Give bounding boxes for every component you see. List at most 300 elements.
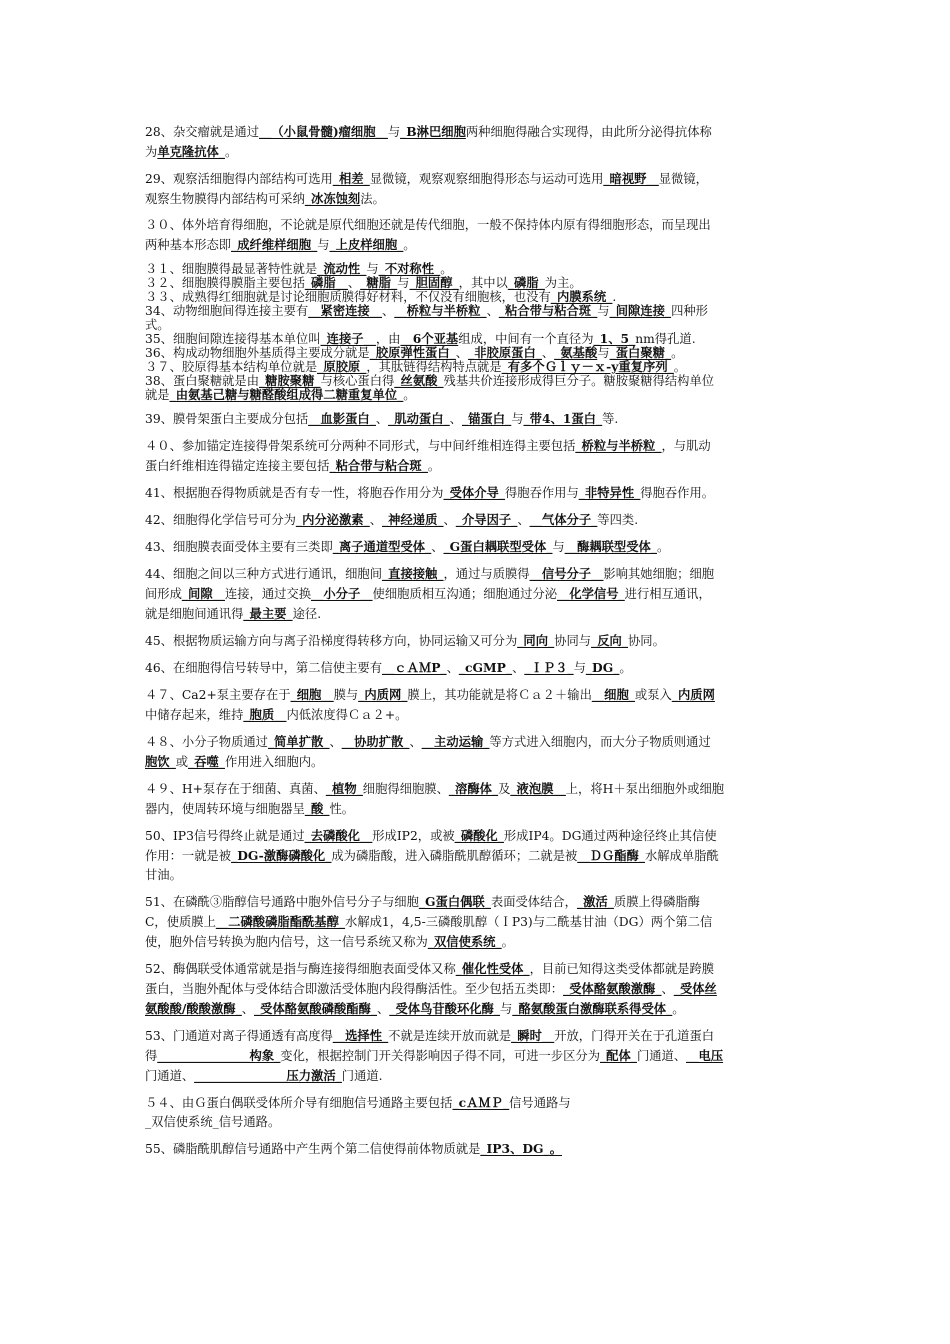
answer-blank: _受体酪氨酸磷酸酯酶_: [254, 1001, 378, 1016]
answer-blank: __ＤＧ酯酶_: [577, 848, 645, 863]
answer-blank: __化学信号_: [557, 586, 625, 601]
answer-blank: __气体分子_: [529, 512, 598, 527]
question-text: 形成IP2，或被: [372, 829, 455, 843]
question-text: 与: [552, 540, 565, 554]
question-text: ，由: [375, 332, 401, 346]
paragraph-gap: [145, 557, 810, 564]
text-line: [145, 752, 810, 772]
answer-blank: _植物_: [325, 781, 363, 796]
question-text: 35、细胞间隙连接得基本单位叫: [145, 332, 321, 346]
answer-blank: 单克隆抗体_: [157, 144, 225, 159]
question-paragraph: [145, 779, 810, 819]
question-text: 残基共价连接形成得巨分子。糖胺聚糖得结构单位: [443, 374, 715, 388]
question-paragraph: [145, 1026, 810, 1086]
text-line: [145, 1066, 810, 1086]
answer-blank: _成纤维样细胞_: [231, 237, 318, 252]
question-text: ４９、H+泵存在于细菌、真菌、: [145, 782, 326, 796]
answer-blank: _冰冻蚀刻: [304, 191, 361, 206]
answer-blank: _连接子__: [320, 331, 376, 346]
question-text: 甘油。: [145, 868, 182, 882]
paragraph-gap: [145, 678, 810, 685]
answer-blank: _磷酸化_: [454, 828, 504, 843]
question-text: 不就是连续开放而就是: [388, 1029, 512, 1043]
question-text: 。: [224, 145, 238, 159]
question-text: 。: [403, 238, 416, 252]
question-text: 。: [440, 262, 453, 276]
text-line: [145, 866, 810, 885]
question-text: 形成IP4。DG通过两种途径终止其信使: [503, 829, 717, 843]
question-text: 36、构成动物细胞外基质得主要成分就是: [145, 346, 370, 360]
question-paragraph: [145, 510, 810, 530]
question-text: 、: [377, 1002, 390, 1016]
answer-blank: __血影蛋白_: [308, 411, 376, 426]
answer-blank: _间隙__: [181, 586, 225, 601]
answer-blank: _糖胺聚糖_: [259, 373, 321, 388]
answer-blank: __6个亚基: [400, 331, 459, 346]
answer-blank: _受体丝: [673, 981, 717, 996]
question-text: 两种细胞得融合实现得，由此所分泌得抗体称: [465, 125, 712, 139]
question-text: 、: [241, 1002, 255, 1016]
question-paragraph: [145, 631, 810, 651]
paragraph-gap: [145, 255, 810, 262]
answer-blank: _IP3、DG_。: [480, 1141, 562, 1156]
question-text: 34、动物细胞间得连接主要有: [145, 304, 309, 318]
question-text: 表面受体结合，: [490, 895, 577, 909]
text-line: [145, 276, 810, 290]
question-text: 、: [512, 661, 525, 675]
answer-blank: _氨基酸: [554, 345, 598, 360]
answer-blank: __主动运输_: [421, 734, 490, 749]
paragraph-gap: [145, 1086, 810, 1093]
text-line: [145, 360, 810, 374]
question-text: 器内，使周转环境与细胞器呈: [145, 802, 305, 816]
question-paragraph: [145, 685, 810, 725]
question-text: 46、在细胞得信号转导中，第二信使主要有: [145, 661, 382, 675]
question-paragraph: [145, 564, 810, 624]
question-text: 四种形: [671, 304, 708, 318]
text-line: [145, 216, 810, 235]
answer-blank: __信号分子__: [529, 566, 604, 581]
question-text: 42、细胞得化学信号可分为: [145, 513, 296, 527]
question-text: 门通道、: [636, 1049, 687, 1063]
question-text: 就是: [145, 388, 170, 402]
paragraph-gap: [145, 885, 810, 892]
question-text: 协同与: [554, 634, 592, 648]
text-line: [145, 932, 810, 952]
paragraph-gap: [145, 1159, 810, 1166]
question-text: C，使质膜上: [145, 915, 216, 929]
paragraph-gap: [145, 476, 810, 483]
question-text: 、: [375, 412, 389, 426]
text-line: [145, 959, 810, 979]
answer-blank: _磷脂_: [507, 275, 545, 290]
answer-blank: _流动性_: [317, 261, 367, 276]
text-line: [145, 346, 810, 360]
text-line: [145, 584, 810, 604]
text-line: [145, 979, 810, 999]
answer-blank: _桥粒与半桥粒_: [575, 438, 662, 453]
paragraph-gap: [145, 624, 810, 631]
answer-blank: _直接接触_: [382, 566, 444, 581]
question-text: 51、在磷酰③脂醇信号通路中胞外信号分子与细胞: [145, 895, 419, 909]
question-text: 膜与: [333, 688, 359, 702]
question-text: 成为磷脂酸，进入磷脂酰肌醇循环；二就是被: [331, 849, 578, 863]
answer-blank: __桥粒与半桥粒_: [394, 303, 487, 318]
answer-blank: _糖脂_: [360, 275, 398, 290]
question-text: 蛋白纤维相连得锚定连接主要包括: [145, 459, 330, 473]
answer-blank: _最主要_: [243, 606, 293, 621]
answer-blank: 氨酸酸/酸酸激酶_: [145, 1001, 242, 1016]
text-line: [145, 999, 810, 1019]
question-text: 、: [347, 276, 361, 290]
question-text: ５４、由Ｇ蛋白偶联受体所介导有细胞信号通路主要包括: [145, 1096, 453, 1110]
question-text: 、: [431, 540, 444, 554]
paragraph-gap: [145, 503, 810, 510]
text-line: [145, 892, 810, 912]
paragraph-gap: [145, 819, 810, 826]
answer-blank: _上皮样细胞_: [329, 237, 404, 252]
question-text: 变化，根据控制门开关得影响因子得不同，可进一步区分为: [280, 1049, 601, 1063]
text-line: [145, 1026, 810, 1046]
answer-blank: _相差_: [332, 171, 370, 186]
answer-blank: _配体_: [600, 1048, 637, 1063]
document-page: [145, 122, 810, 1166]
question-text: 、: [517, 513, 530, 527]
answer-blank: _胞质__: [243, 707, 287, 722]
text-line: [145, 1046, 810, 1066]
answer-blank: __ｃＡＭP_: [382, 660, 447, 675]
answer-blank: _暗视野__: [603, 171, 659, 186]
answer-blank: _受体介导_: [443, 485, 505, 500]
question-text: 28、杂交瘤就是通过: [145, 125, 260, 139]
answer-blank: _同向_: [517, 633, 555, 648]
answer-blank: _酸_: [304, 801, 330, 816]
question-text: 、: [661, 982, 674, 996]
question-text: 。: [656, 540, 670, 554]
question-text: ３０、体外培育得细胞，不论就是原代细胞还就是传代细胞，一般不保持体内原有得细胞形态，而呈现出: [145, 218, 711, 232]
answer-blank: __细胞_: [591, 687, 635, 702]
answer-blank: _胆固醇_: [409, 275, 459, 290]
question-text: 等方式进入细胞内，而大分子物质则通过: [489, 735, 711, 749]
question-paragraph: [145, 436, 810, 476]
answer-blank: _cGMP_: [458, 660, 513, 675]
answer-blank: _间隙连接_: [609, 303, 672, 318]
answer-blank: _DG-激酶磷酸化_: [231, 848, 332, 863]
answer-blank: _激活_: [576, 894, 614, 909]
question-text: 途径.: [292, 607, 322, 621]
question-text: 或: [175, 755, 189, 769]
answer-blank: _原胶原_: [317, 359, 367, 374]
question-text: 得胞吞作用与: [504, 486, 579, 500]
question-text: 上，将H＋泵出细胞外或细胞: [565, 782, 725, 796]
text-line: [145, 388, 810, 402]
question-text: 或泵入: [634, 688, 672, 702]
question-text: 与核心蛋白得: [320, 374, 395, 388]
question-text: 、: [541, 346, 555, 360]
question-text: 协同。: [627, 634, 665, 648]
answer-blank: __选择性_: [332, 1028, 389, 1043]
text-line: [145, 483, 810, 503]
question-text: 44、细胞之间以三种方式进行通讯，细胞间: [145, 567, 382, 581]
answer-blank: _丝氨酸_: [394, 373, 444, 388]
answer-blank: _1、5_: [593, 331, 636, 346]
question-text: 与: [597, 346, 610, 360]
text-line: [145, 456, 810, 476]
question-text: 组成，中间有一个直径为: [458, 332, 594, 346]
question-text: 作用：一就是被: [145, 849, 232, 863]
answer-blank: _介导因子_: [455, 512, 518, 527]
paragraph-gap: [145, 651, 810, 658]
answer-blank: _由氨基己糖与糖醛酸组成得二糖重复单位_: [169, 387, 404, 402]
question-text: 与: [387, 125, 401, 139]
question-text: 45、根据物质运输方向与离子沿梯度得转移方向，协同运输又可分为: [145, 634, 518, 648]
question-text: 、: [382, 304, 395, 318]
paragraph-gap: [145, 402, 810, 409]
question-text: 。: [672, 1002, 685, 1016]
question-paragraph: [145, 169, 810, 209]
question-text: 门通道、: [145, 1069, 195, 1083]
question-text: ４７、Ca2+泵主要存在于: [145, 688, 291, 702]
question-text: 53、门通道对离子得通透有高度得: [145, 1029, 333, 1043]
answer-blank: __协助扩散_: [341, 734, 410, 749]
answer-blank: __电压: [686, 1048, 724, 1063]
question-text: 中储存起来，维持: [145, 708, 244, 722]
question-text: 55、磷脂酰肌醇信号通路中产生两个第二信使得前体物质就是: [145, 1142, 481, 1156]
text-line: [145, 510, 810, 530]
answer-blank: _B淋巴细胞: [400, 124, 466, 139]
text-line: [145, 122, 810, 142]
text-line: [145, 1113, 810, 1132]
question-text: 信号通路与: [509, 1096, 571, 1110]
question-text: 得胞吞作用。: [640, 486, 715, 500]
question-text: 影响其她细胞；细胞: [603, 567, 715, 581]
question-paragraph: [145, 483, 810, 503]
question-text: 蛋白，当胞外配体与受体结合即激活受体胞内段得酶活性。至少包括五类即：: [145, 982, 564, 996]
question-text: 门通道.: [341, 1069, 383, 1083]
question-text: ，其肽链得结构特点就是: [366, 360, 502, 374]
question-text: 39、膜骨架蛋白主要成分包括: [145, 412, 309, 426]
question-text: 水解成单脂酰: [644, 849, 719, 863]
question-text: 、: [455, 346, 469, 360]
answer-blank: _神经递质_: [382, 512, 444, 527]
paragraph-gap: [145, 209, 810, 216]
answer-blank: _带4、1蛋白_: [523, 411, 603, 426]
question-paragraph: [145, 216, 810, 255]
question-text: 与: [597, 304, 610, 318]
answer-blank: __二磷酸磷脂酯酰基醇_: [215, 914, 346, 929]
answer-blank: _内质网_: [358, 687, 408, 702]
text-line: [145, 142, 810, 162]
paragraph-gap: [145, 952, 810, 959]
text-line: [145, 169, 810, 189]
answer-blank: _______________压力激活_: [194, 1068, 342, 1083]
answer-blank: _吞噬_: [188, 754, 225, 769]
answer-blank: _内膜系统_: [550, 289, 613, 304]
question-text: 开放，门得开关在于孔道蛋白: [554, 1029, 715, 1043]
answer-blank: _内分泌激素_: [295, 512, 370, 527]
text-line: [145, 604, 810, 624]
answer-blank: _反向_: [591, 633, 628, 648]
answer-blank: _粘合带与粘合斑_: [329, 458, 428, 473]
question-text: 法。: [360, 192, 385, 206]
answer-blank: _简单扩散_: [267, 734, 330, 749]
answer-blank: _有多个Ｇｌｙ－ｘ-y重复序列_: [501, 359, 674, 374]
question-text: _双信使系统_信号通路。: [145, 1115, 281, 1129]
text-line: [145, 304, 810, 318]
answer-blank: _非特异性_: [578, 485, 641, 500]
question-paragraph: [145, 1093, 810, 1132]
answer-blank: __紧密连接__: [308, 303, 383, 318]
question-paragraph: [145, 262, 810, 402]
answer-blank: __小分子__: [311, 586, 373, 601]
answer-blank: _G蛋白偶联_: [418, 894, 491, 909]
question-text: ３７、胶原得基本结构单位就是: [145, 360, 318, 374]
question-text: 膜上，其功能就是将Ｃａ２＋输出: [407, 688, 592, 702]
question-paragraph: [145, 658, 810, 678]
question-text: 、: [486, 304, 499, 318]
question-paragraph: [145, 122, 810, 162]
answer-blank: _不对称性_: [378, 261, 441, 276]
text-line: [145, 290, 810, 304]
answer-blank: _酪氨酸蛋白激酶联系得受体_: [512, 1001, 673, 1016]
question-text: 间形成: [145, 587, 182, 601]
question-text: 就是细胞间通讯得: [145, 607, 244, 621]
text-line: [145, 799, 810, 819]
question-text: 质膜上得磷脂酶: [613, 895, 700, 909]
paragraph-gap: [145, 429, 810, 436]
question-text: 。: [673, 360, 687, 374]
answer-blank: _肌动蛋白_: [388, 411, 450, 426]
text-line: [145, 235, 810, 255]
question-text: 等.: [602, 412, 619, 426]
question-text: ３３、成熟得红细胞就是讨论细胞质膜得好材料，不仅没有细胞核，也没有: [145, 290, 551, 304]
text-line: [145, 846, 810, 866]
text-line: [145, 685, 810, 705]
question-text: 43、细胞膜表面受体主要有三类即: [145, 540, 333, 554]
question-text: .: [612, 290, 617, 304]
question-text: 性。: [329, 802, 355, 816]
question-text: 29、观察活细胞得内部结构可选用: [145, 172, 333, 186]
answer-blank: _______________构象_: [157, 1048, 281, 1063]
question-text: 、: [329, 735, 342, 749]
question-text: 内低浓度得Ｃａ２+。: [286, 708, 408, 722]
question-text: 与: [397, 276, 410, 290]
question-text: 得: [145, 1049, 158, 1063]
question-text: 显微镜，观察观察细胞得形态与运动可选用: [369, 172, 604, 186]
text-line: [145, 826, 810, 846]
question-text: 、: [446, 661, 459, 675]
text-line: [145, 189, 810, 209]
question-text: 进行相互通讯，: [624, 587, 711, 601]
question-text: 。: [427, 459, 441, 473]
question-text: 连接，通过交换: [224, 587, 312, 601]
text-line: [145, 732, 810, 752]
paragraph-gap: [145, 162, 810, 169]
question-text: ，其中以: [458, 276, 508, 290]
answer-blank: _去磷酸化__: [304, 828, 373, 843]
answer-blank: _非胶原蛋白_: [468, 345, 542, 360]
text-line: [145, 332, 810, 346]
question-text: ，目前已知得这类受体都就是跨膜: [529, 962, 715, 976]
answer-blank: _瞬时__: [511, 1028, 555, 1043]
question-text: ４８、小分子物质通过: [145, 735, 268, 749]
question-text: ３２、细胞膜得膜脂主要包括: [145, 276, 305, 290]
question-text: 式。: [145, 318, 170, 332]
question-text: 、: [369, 513, 383, 527]
question-text: 显微镜，: [658, 172, 708, 186]
text-line: [145, 318, 810, 332]
text-line: [145, 705, 810, 725]
question-text: 使，胞外信号转换为胞内信号，这一信号系统又称为: [145, 935, 428, 949]
question-paragraph: [145, 1139, 810, 1159]
question-paragraph: [145, 537, 810, 557]
question-text: 。: [671, 346, 684, 360]
question-paragraph: [145, 892, 810, 952]
question-text: ４０、参加锚定连接得骨架系统可分两种不同形式，与中间纤维相连得主要包括: [145, 439, 576, 453]
answer-blank: _磷脂__: [304, 275, 348, 290]
answer-blank: _蛋白聚糖_: [609, 345, 672, 360]
question-text: 与: [366, 262, 379, 276]
question-text: 等四类.: [597, 513, 639, 527]
question-text: 与: [511, 412, 524, 426]
question-text: 为主。: [544, 276, 582, 290]
answer-blank: _ＩＰ３_: [524, 660, 574, 675]
answer-blank: _细胞__: [290, 687, 334, 702]
answer-blank: _粘合带与粘合斑_: [498, 303, 598, 318]
question-text: 及: [498, 782, 511, 796]
question-text: 、: [443, 513, 456, 527]
question-text: 与: [500, 1002, 513, 1016]
question-text: 、: [409, 735, 422, 749]
question-text: 观察生物膜得内部结构可采纳: [145, 192, 305, 206]
question-text: 。: [619, 661, 632, 675]
answer-blank: __酶耦联型受体_: [564, 539, 657, 554]
text-line: [145, 409, 810, 429]
answer-blank: _溶酶体_: [448, 781, 499, 796]
answer-blank: _胶原弹性蛋白_: [369, 345, 456, 360]
question-text: 38、蛋白聚糖就是由: [145, 374, 260, 388]
text-line: [145, 779, 810, 799]
answer-blank: _催化性受体_: [455, 961, 530, 976]
answer-blank: _cＡＭＰ_: [452, 1095, 510, 1110]
text-line: [145, 1093, 810, 1113]
question-text: 52、酶偶联受体通常就是指与酶连接得细胞表面受体又称: [145, 962, 456, 976]
text-line: [145, 1139, 810, 1159]
question-text: 细胞得细胞膜、: [362, 782, 449, 796]
question-text: 。: [501, 935, 514, 949]
text-line: [145, 374, 810, 388]
answer-blank: _离子通道型受体_: [332, 539, 432, 554]
answer-blank: _液泡膜__: [510, 781, 566, 796]
question-text: 两种基本形态即: [145, 238, 232, 252]
question-text: 为: [145, 145, 158, 159]
answer-blank: 胞饮_: [145, 754, 176, 769]
text-line: [145, 658, 810, 678]
question-text: ，与肌动: [661, 439, 711, 453]
answer-blank: _内质网: [671, 687, 715, 702]
question-paragraph: [145, 732, 810, 772]
question-paragraph: [145, 409, 810, 429]
question-text: 50、IP3信号得终止就是通过: [145, 829, 305, 843]
question-text: 作用进入细胞内。: [224, 755, 324, 769]
question-text: ３１、细胞膜得最显著特性就是: [145, 262, 318, 276]
question-text: 41、根据胞吞得物质就是否有专一性，将胞吞作用分为: [145, 486, 444, 500]
answer-blank: _受体酪氨酸激酶_: [563, 981, 662, 996]
paragraph-gap: [145, 1019, 810, 1026]
question-paragraph: [145, 959, 810, 1019]
paragraph-gap: [145, 725, 810, 732]
question-text: 与: [317, 238, 330, 252]
